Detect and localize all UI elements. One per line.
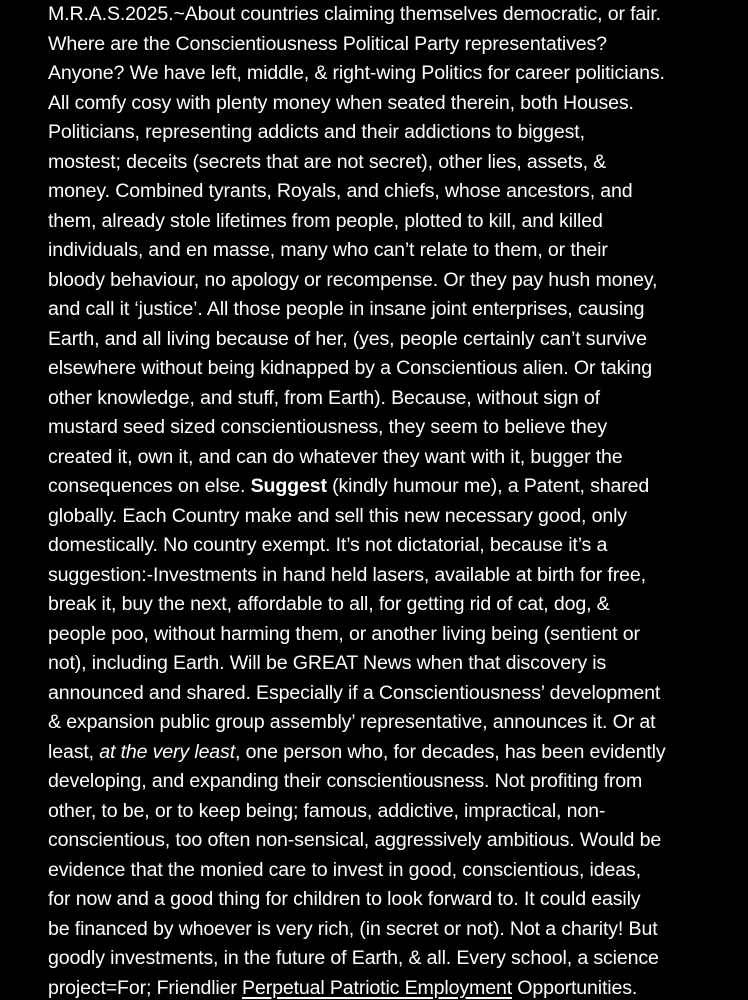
text-line-5: Politicians, representing addicts and their addictions to biggest,	[48, 121, 585, 143]
text-line-34	[48, 974, 708, 1000]
text-line-17	[48, 472, 708, 502]
text-line-8: them, already stole lifetimes from people, plotted to kill, and killed	[48, 209, 603, 232]
text-line-31: for now and a good thing for children to look forward to. It could easily	[48, 888, 641, 910]
text-line-24: announced and shared. Especially if a Conscientiousness’ development	[48, 681, 661, 704]
text-line-17-end: (kindly humour me), a Patent, shared	[326, 475, 650, 497]
document-body	[48, 0, 708, 1000]
text-line-9: individuals, and en masse, many who can’t relate to them, or their	[48, 239, 608, 261]
document-paragraph	[48, 0, 708, 1000]
text-line-23: not), including Earth. Will be GREAT News when that discovery is	[48, 652, 607, 674]
text-line-15: mustard seed sized conscientiousness, they seem to believe they	[48, 416, 608, 438]
text-line-28: other, to be, or to keep being; famous, addictive, impractical, non-	[48, 799, 606, 822]
text-line-22: people poo, without harming them, or another living being (sentient or	[48, 622, 640, 645]
text-line-21: break it, buy the next, affordable to all, for getting rid of cat, dog, &	[48, 593, 610, 615]
text-line-6: mostest; deceits (secrets that are not secret), other lies, assets, &	[48, 150, 607, 173]
text-line-26	[48, 738, 708, 768]
text-line-26-end: , one person who, for decades, has been evidently	[235, 740, 666, 763]
text-line-20: suggestion:-Investments in hand held lasers, available at birth for free,	[48, 563, 646, 586]
text-line-3: Anyone? We have left, middle, & right-wing Politics for career politicians.	[48, 62, 665, 84]
text-line-25: & expansion public group assembly’ representative, announces it. Or at	[48, 711, 656, 733]
text-line-18: globally. Each Country make and sell this new necessary good, only	[48, 504, 627, 527]
text-line-4: All comfy cosy with plenty money when seated therein, both Houses.	[48, 91, 634, 114]
text-line-13: elsewhere without being kidnapped by a Conscientious alien. Or taking	[48, 357, 652, 379]
text-line-14: other knowledge, and stuff, from Earth). Because, without sign of	[48, 386, 600, 409]
text-line-11: and call it ‘justice’. All those people in insane joint enterprises, causing	[48, 298, 645, 320]
text-line-17-start: consequences on else.	[48, 475, 251, 497]
text-line-32: be financed by whoever is very rich, (in secret or not). Not a charity! But	[48, 917, 658, 940]
italic-phrase: at the very least	[99, 740, 235, 763]
suggest-bold-word: Suggest	[250, 475, 327, 497]
text-line-7: money. Combined tyrants, Royals, and chiefs, whose ancestors, and	[48, 180, 633, 202]
text-line-10: bloody behaviour, no apology or recompense. Or they pay hush money,	[48, 268, 658, 291]
underlined-phrase: Perpetual Patriotic Employment	[242, 976, 512, 999]
text-line-12: Earth, and all living because of her, (yes, people certainly can’t survive	[48, 327, 647, 350]
text-line-19: domestically. No country exempt. It’s not dictatorial, because it’s a	[48, 534, 608, 556]
text-line-26-start: least,	[48, 740, 100, 763]
text-line-16: created it, own it, and can do whatever they want with it, bugger the	[48, 445, 623, 468]
text-line-34-start: project=For; Friendlier	[48, 976, 243, 999]
text-line-27: developing, and expanding their conscientiousness. Not profiting from	[48, 770, 643, 792]
text-line-34-end: Opportunities.	[511, 976, 638, 999]
text-line-2: Where are the Conscientiousness Political Party representatives?	[48, 32, 607, 55]
text-line-1: M.R.A.S.2025.~About countries claiming themselves democratic, or fair.	[48, 3, 661, 25]
text-line-30: evidence that the monied care to invest in good, conscientious, ideas,	[48, 858, 641, 881]
text-line-29: conscientious, too often non-sensical, aggressively ambitious. Would be	[48, 829, 662, 851]
text-line-33: goodly investments, in the future of Earth, & all. Every school, a science	[48, 947, 659, 969]
